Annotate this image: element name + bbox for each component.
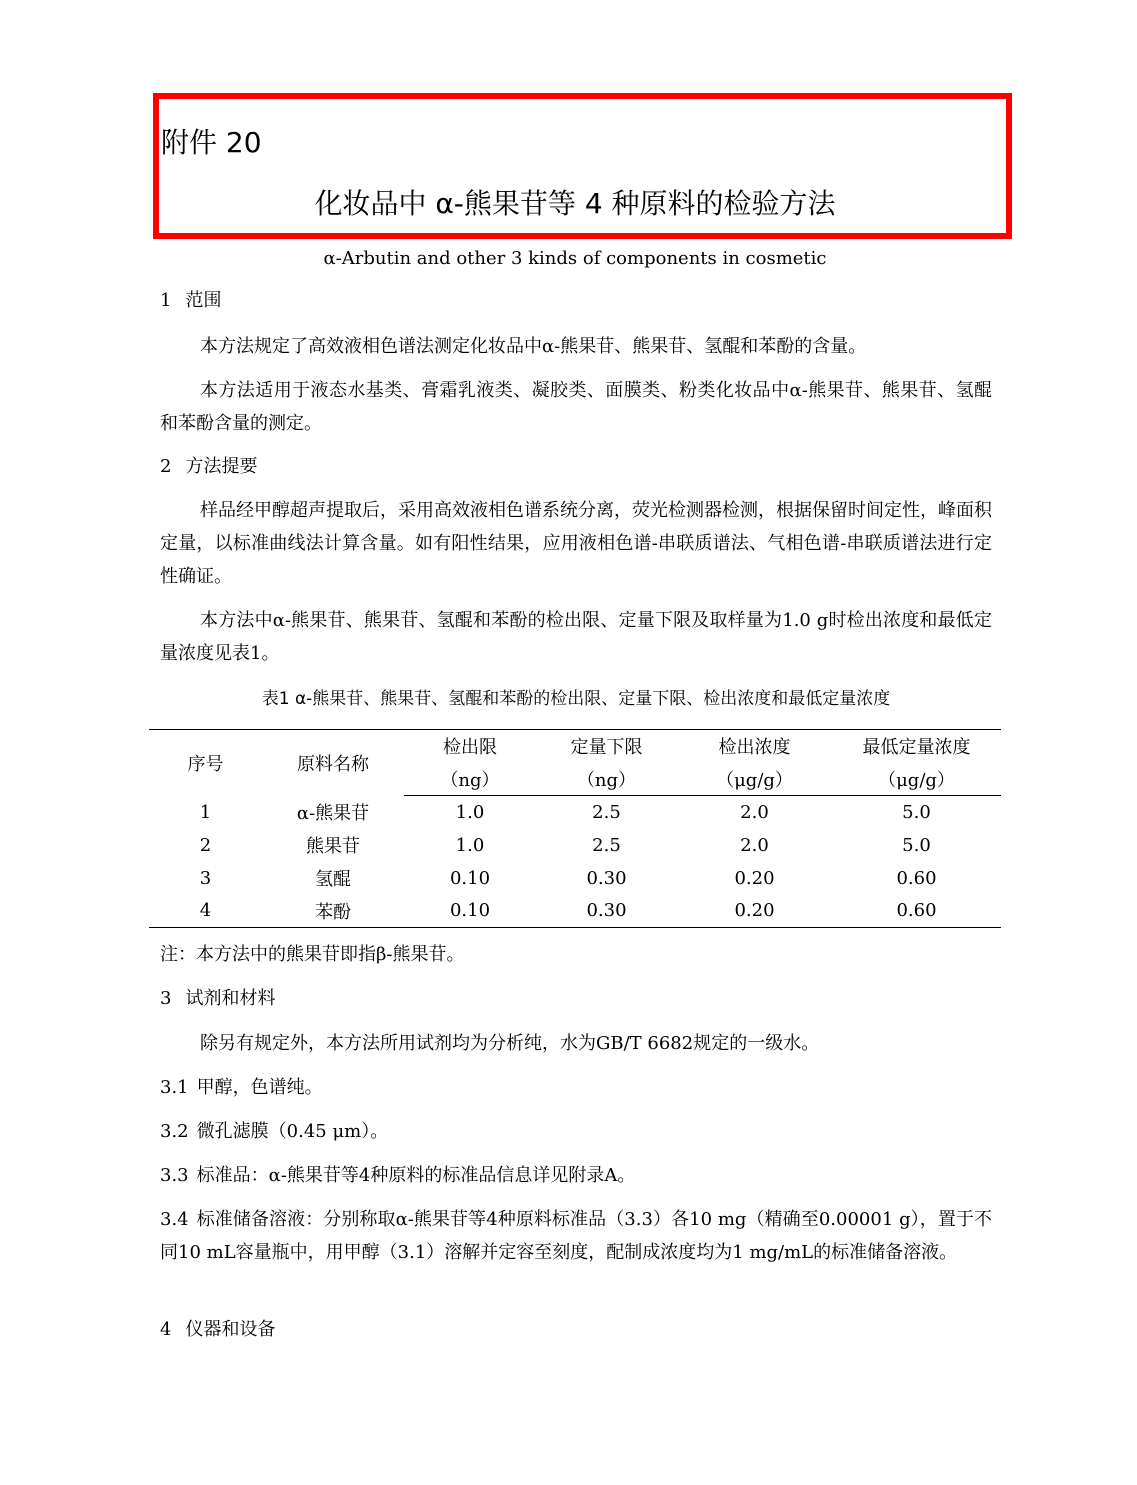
item-number: 3.2 [160, 1121, 189, 1142]
item-text: 标准品：α-熊果苷等4种原料的标准品信息详见附录A。 [196, 1165, 636, 1186]
table-row [149, 796, 1001, 829]
paragraph: 除另有规定外，本方法所用试剂均为分析纯，水为GB/T 6682规定的一级水。 [200, 1033, 820, 1054]
table-row [149, 829, 1001, 862]
table-cell: 2.5 [592, 834, 621, 856]
table-note: 注：本方法中的熊果苷即指β-熊果苷。 [160, 944, 465, 965]
table-cell: 5.0 [902, 801, 931, 823]
header-index: 序号 [149, 730, 262, 796]
item-number: 3.1 [160, 1077, 189, 1098]
header-detect-conc-unit: （μg/g） [677, 763, 832, 796]
table-cell: 0.30 [536, 895, 677, 928]
table-row [149, 895, 1001, 928]
table-cell: 4 [149, 895, 262, 928]
table-caption: 表1 α-熊果苷、熊果苷、氢醌和苯酚的检出限、定量下限、检出浓度和最低定量浓度 [261, 689, 891, 709]
annex-label: 附件 20 [161, 126, 262, 159]
section-4-heading [160, 1317, 275, 1343]
header-detect-conc: 检出浓度 [677, 730, 832, 763]
table-cell: 0.20 [734, 867, 775, 889]
section-title: 试剂和材料 [185, 988, 276, 1009]
table-cell: 2.0 [740, 834, 769, 856]
list-item [160, 1159, 992, 1192]
section-number: 3 [160, 988, 172, 1009]
item-text: 微孔滤膜（0.45 μm）。 [196, 1121, 389, 1142]
table-cell: 熊果苷 [306, 836, 360, 857]
table-row [149, 862, 1001, 895]
section-3-heading [160, 986, 275, 1012]
list-item [160, 1203, 992, 1269]
header-lod: 检出限 [404, 730, 536, 763]
section-number: 1 [160, 290, 172, 311]
table-cell: 0.10 [449, 867, 491, 889]
table-cell: 0.20 [677, 895, 832, 928]
table-cell: 2.5 [592, 801, 621, 823]
table-cell: 3 [199, 867, 212, 889]
paragraph: 样品经甲醇超声提取后，采用高效液相色谱系统分离，荧光检测器检测，根据保留时间定性，峰面积定量，以标准曲线法计算含量。如有阳性结果，应用液相色谱-串联质谱法、气相色谱-串联质谱法进行定性确证。 [160, 500, 992, 587]
table-cell: 1 [199, 801, 212, 823]
list-item [160, 1115, 992, 1148]
section-number: 2 [160, 456, 172, 477]
table-cell: 0.10 [404, 895, 536, 928]
table-cell: 苯酚 [262, 895, 404, 928]
table-cell: 5.0 [902, 834, 931, 856]
header-lod-unit: （ng） [404, 763, 536, 796]
item-text: 标准储备溶液：分别称取α-熊果苷等4种原料标准品（3.3）各10 mg（精确至0.00001 g），置于不同10 mL容量瓶中，用甲醇（3.1）溶解并定容至刻度，配制成浓度均为1 mg/mL的标准储备溶液。 [160, 1209, 992, 1263]
header-min-quant-conc: 最低定量浓度 [832, 730, 1001, 763]
header-name: 原料名称 [262, 730, 404, 796]
paragraph: 本方法适用于液态水基类、膏霜乳液类、凝胶类、面膜类、粉类化妆品中α-熊果苷、熊果苷、氢醌和苯酚含量的测定。 [160, 380, 992, 434]
table-cell: 0.30 [586, 867, 627, 889]
english-title: α-Arbutin and other 3 kinds of components in cosmetic [323, 248, 827, 269]
list-item [160, 1071, 992, 1104]
section-title: 方法提要 [185, 456, 258, 477]
paragraph: 本方法规定了高效液相色谱法测定化妆品中α-熊果苷、熊果苷、氢醌和苯酚的含量。 [200, 336, 867, 357]
table-cell: α-熊果苷 [296, 803, 370, 824]
header-loq: 定量下限 [536, 730, 677, 763]
item-number: 3.4 [160, 1209, 189, 1230]
table-cell: 0.60 [832, 895, 1001, 928]
table-cell: 2.0 [740, 801, 769, 823]
document-title: 化妆品中 α-熊果苷等 4 种原料的检验方法 [314, 187, 836, 220]
section-number: 4 [160, 1319, 172, 1340]
header-min-quant-conc-unit: （μg/g） [832, 763, 1001, 796]
section-2-heading [160, 454, 257, 480]
table-cell: 0.60 [896, 867, 937, 889]
header-loq-unit: （ng） [536, 763, 677, 796]
table-cell: 1.0 [455, 801, 485, 823]
item-number: 3.3 [160, 1165, 189, 1186]
section-title: 仪器和设备 [185, 1319, 276, 1340]
table-cell: 氢醌 [315, 869, 351, 890]
item-text: 甲醇，色谱纯。 [196, 1077, 323, 1098]
section-title: 范围 [185, 290, 222, 311]
section-1-heading [160, 288, 221, 314]
paragraph: 本方法中α-熊果苷、熊果苷、氢醌和苯酚的检出限、定量下限及取样量为1.0 g时检出浓度和最低定量浓度见表1。 [160, 610, 992, 664]
table-cell: 1.0 [455, 834, 485, 856]
data-table [149, 729, 1001, 928]
table-cell: 2 [199, 834, 212, 856]
